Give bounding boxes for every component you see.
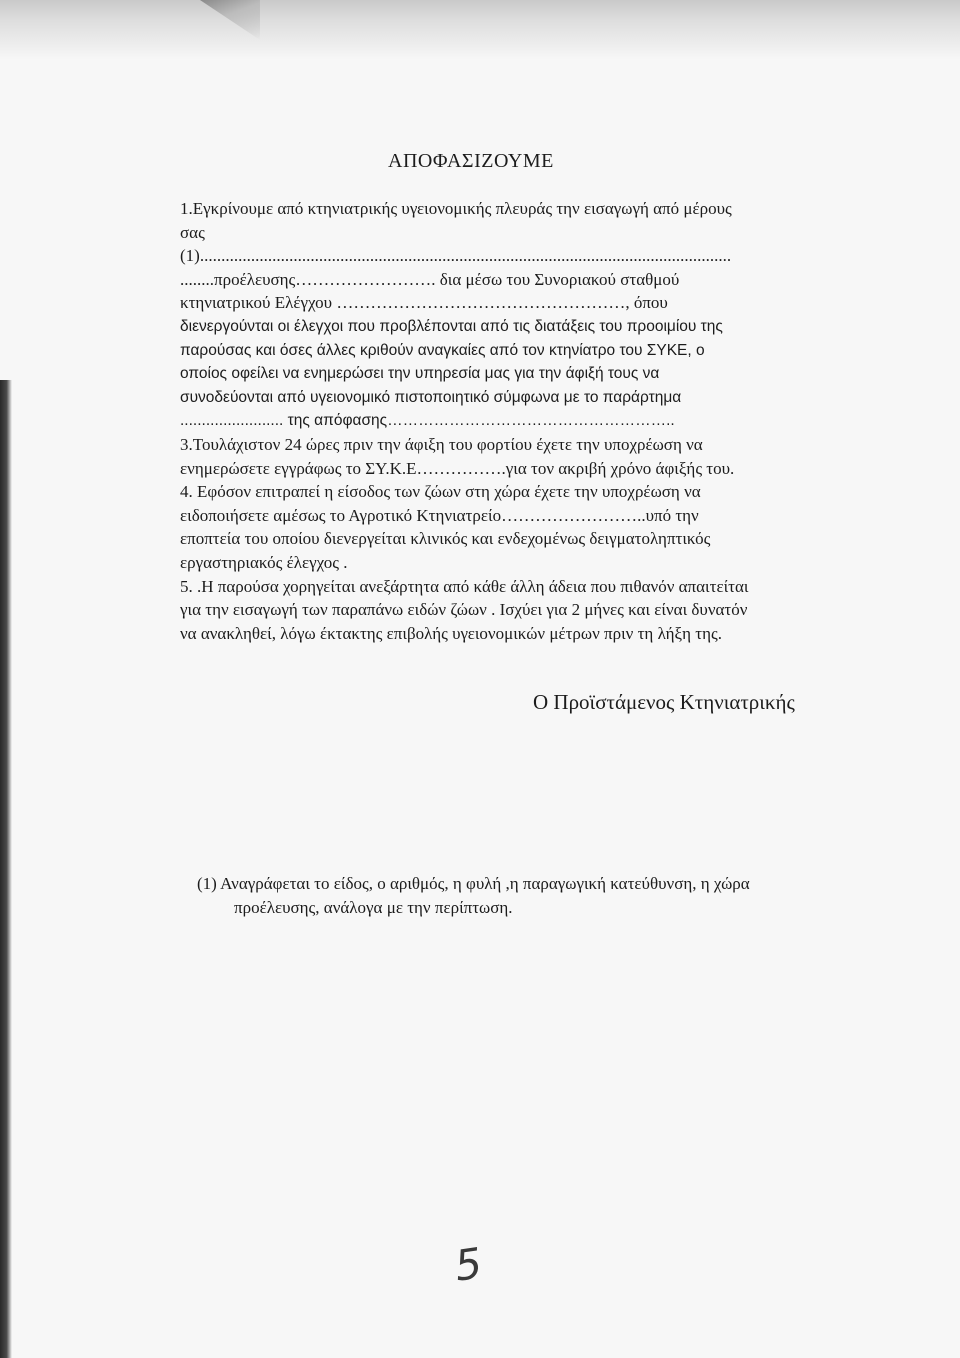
body-line: 1.Εγκρίνουμε από κτηνιατρικής υγειονομικής πλευράς την εισαγωγή από μέρους (180, 199, 732, 218)
signature-title: Ο Προϊστάμενος Κτηνιατρικής (533, 690, 795, 714)
body-line: να ανακληθεί, λόγω έκτακτης επιβολής υγειονομικών μέτρων πριν τη λήξη της. (180, 623, 722, 643)
body-line: ........................ της απόφασης……………………………………………….. (180, 412, 675, 430)
body-line: 3.Τουλάχιστον 24 ώρες πριν την άφιξη του φορτίου έχετε την υποχρέωση να (180, 434, 703, 454)
footnote (197, 872, 857, 920)
document-body (180, 197, 840, 645)
body-line: διενεργούνται οι έλεγχοι που προβλέπονται από τις διατάξεις του προοιμίου της (180, 317, 723, 335)
body-line: (1)............................................................................................................................. (180, 246, 732, 266)
body-line: 5. .Η παρούσα χορηγείται ανεξάρτητα από κάθε άλλη άδεια που πιθανόν απαιτείται (180, 576, 749, 596)
document-title: ΑΠΟΦΑΣΙΖΟΥΜΕ (388, 150, 554, 172)
scan-shadow-left (0, 380, 12, 1358)
body-line: εποπτεία του οποίου διενεργείται κλινικός και ενδεχομένως δειγματοληπτικός (180, 529, 711, 549)
body-line: για την εισαγωγή των παραπάνω ειδών ζώων . Ισχύει για 2 μήνες και είναι δυνατόν (180, 600, 748, 620)
body-line: 4. Εφόσον επιτραπεί η είσοδος των ζώων στη χώρα έχετε την υποχρέωση να (180, 482, 701, 502)
handwritten-page-number: 5 (451, 1238, 486, 1291)
body-line: σας (180, 222, 205, 242)
body-line: ειδοποιήσετε αμέσως το Αγροτικό Κτηνιατρείο……………………..υπό την (180, 505, 699, 525)
scan-shadow-top (0, 0, 960, 60)
footnote-line: (1) Αναγράφεται το είδος, ο αριθμός, η φυλή ,η παραγωγική κατεύθυνση, η χώρα (197, 874, 750, 893)
footnote-line: προέλευσης, ανάλογα με την περίπτωση. (234, 898, 513, 917)
body-line: κτηνιατρικού Ελέγχου ……………………………………………, όπου (180, 293, 668, 313)
body-line: συνοδεύονται από υγειονομικό πιστοποιητικό σύμφωνα με το παράρτημα (180, 388, 682, 406)
body-line: οποίος οφείλει να ενημερώσει την υπηρεσία μας για την άφιξή τους να (180, 365, 660, 383)
body-line: παρούσας και όσες άλλες κριθούν αναγκαίες από τον κτηνίατρο του ΣΥΚΕ, ο (180, 341, 705, 359)
body-line: ενημερώσετε εγγράφως το ΣΥ.Κ.Ε…………….για τον ακριβή χρόνο άφιξής του. (180, 458, 735, 478)
body-line: εργαστηριακός έλεγχος . (180, 552, 348, 572)
body-line: ........προέλευσης……………………. δια μέσω του Συνοριακού σταθμού (180, 269, 680, 289)
